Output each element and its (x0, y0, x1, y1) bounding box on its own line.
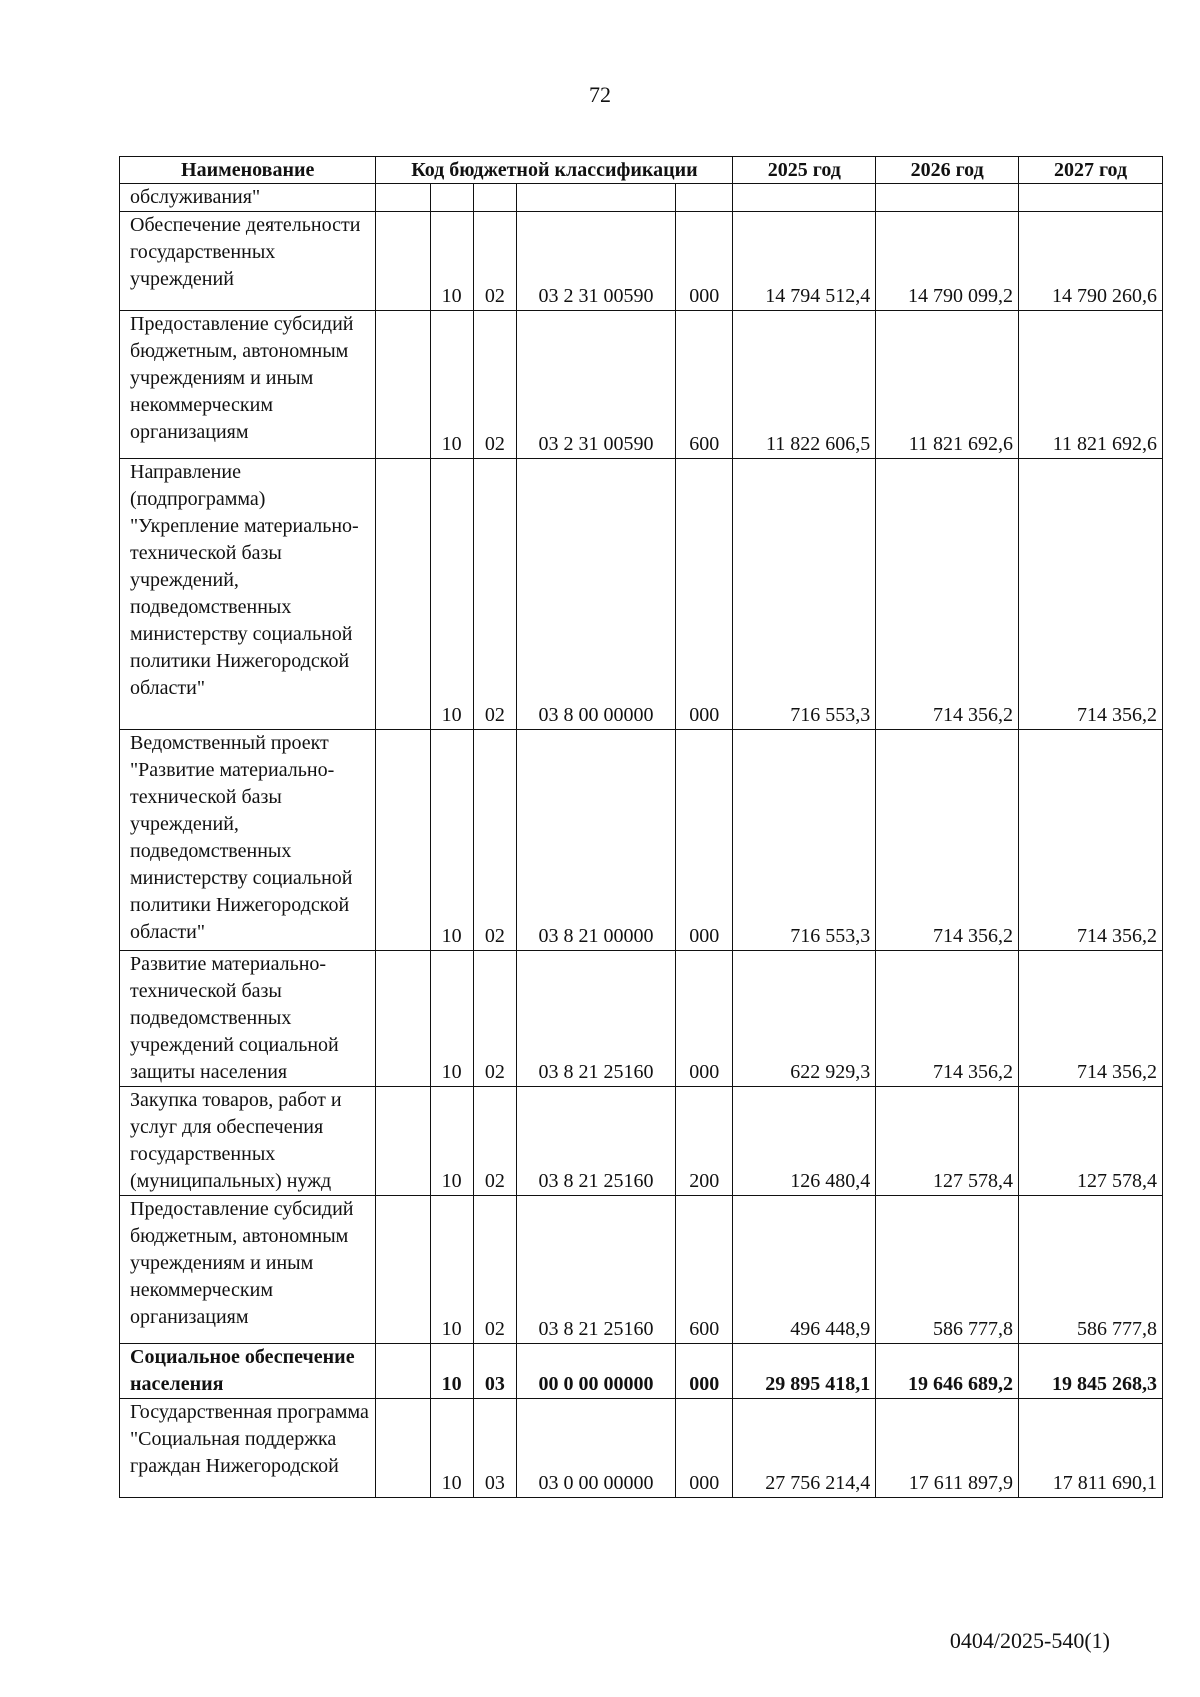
cell-empty (376, 1196, 430, 1344)
cell-2026: 714 356,2 (876, 459, 1019, 730)
cell-target-article (517, 184, 676, 212)
cell-section: 10 (430, 1087, 473, 1196)
table-row (120, 311, 1163, 459)
cell-2027: 714 356,2 (1019, 729, 1163, 951)
cell-2025: 11 822 606,5 (733, 311, 876, 459)
cell-2027: 714 356,2 (1019, 951, 1163, 1087)
cell-section: 10 (430, 1344, 473, 1399)
cell-expense-type: 000 (676, 951, 733, 1087)
header-2026: 2026 год (876, 157, 1019, 184)
cell-subsection: 03 (473, 1344, 516, 1399)
cell-target-article: 03 0 00 00000 (517, 1399, 676, 1498)
cell-2027: 127 578,4 (1019, 1087, 1163, 1196)
cell-name: Социальное обеспечение населения (120, 1344, 376, 1399)
cell-2026: 14 790 099,2 (876, 212, 1019, 311)
cell-2026: 714 356,2 (876, 729, 1019, 951)
cell-expense-type: 000 (676, 1344, 733, 1399)
cell-2026: 11 821 692,6 (876, 311, 1019, 459)
table-row (120, 729, 1163, 951)
cell-expense-type: 200 (676, 1087, 733, 1196)
cell-target-article: 03 2 31 00590 (517, 311, 676, 459)
cell-subsection: 02 (473, 311, 516, 459)
cell-name: Закупка товаров, работ и услуг для обеспечения государственных (муниципальных) нужд (120, 1087, 376, 1196)
cell-empty (376, 1344, 430, 1399)
cell-subsection: 02 (473, 212, 516, 311)
cell-empty (376, 951, 430, 1087)
cell-name: Ведомственный проект "Развитие материально-технической базы учреждений, подведомственных министерству социальной политики Нижегородской области" (120, 729, 376, 951)
cell-2027: 714 356,2 (1019, 459, 1163, 730)
cell-subsection: 02 (473, 951, 516, 1087)
table-row (120, 1399, 1163, 1498)
cell-empty (376, 1087, 430, 1196)
table-row (120, 951, 1163, 1087)
cell-section: 10 (430, 212, 473, 311)
cell-section: 10 (430, 1196, 473, 1344)
table-row (120, 1344, 1163, 1399)
cell-target-article: 03 8 21 25160 (517, 951, 676, 1087)
cell-2027: 14 790 260,6 (1019, 212, 1163, 311)
table-row (120, 212, 1163, 311)
cell-expense-type: 000 (676, 729, 733, 951)
cell-empty (376, 1399, 430, 1498)
cell-2026: 586 777,8 (876, 1196, 1019, 1344)
header-name: Наименование (120, 157, 376, 184)
cell-subsection (473, 184, 516, 212)
cell-target-article: 03 8 21 25160 (517, 1196, 676, 1344)
cell-target-article: 03 8 21 25160 (517, 1087, 676, 1196)
cell-name: обслуживания" (120, 184, 376, 212)
cell-expense-type: 000 (676, 459, 733, 730)
cell-2026: 127 578,4 (876, 1087, 1019, 1196)
cell-2025: 496 448,9 (733, 1196, 876, 1344)
cell-2025: 27 756 214,4 (733, 1399, 876, 1498)
cell-section (430, 184, 473, 212)
cell-expense-type: 600 (676, 1196, 733, 1344)
cell-2027: 586 777,8 (1019, 1196, 1163, 1344)
cell-expense-type (676, 184, 733, 212)
budget-table (119, 156, 1163, 1498)
cell-2026: 17 611 897,9 (876, 1399, 1019, 1498)
footer-document-code: 0404/2025-540(1) (949, 1628, 1110, 1653)
cell-name: Государственная программа "Социальная поддержка граждан Нижегородской (120, 1399, 376, 1498)
cell-section: 10 (430, 951, 473, 1087)
cell-name: Направление (подпрограмма) "Укрепление материально-технической базы учреждений, подведомственных министерству социальной политики Нижегородской области" (120, 459, 376, 730)
cell-2026 (876, 184, 1019, 212)
header-code: Код бюджетной классификации (376, 157, 733, 184)
cell-2025: 716 553,3 (733, 459, 876, 730)
table-row (120, 1196, 1163, 1344)
cell-subsection: 03 (473, 1399, 516, 1498)
cell-name: Обеспечение деятельности государственных учреждений (120, 212, 376, 311)
cell-expense-type: 000 (676, 212, 733, 311)
cell-empty (376, 311, 430, 459)
cell-name: Предоставление субсидий бюджетным, автономным учреждениям и иным некоммерческим организациям (120, 1196, 376, 1344)
cell-target-article: 03 2 31 00590 (517, 212, 676, 311)
cell-2025: 622 929,3 (733, 951, 876, 1087)
cell-2025: 126 480,4 (733, 1087, 876, 1196)
table-row (120, 459, 1163, 730)
cell-target-article: 03 8 21 00000 (517, 729, 676, 951)
table-row (120, 184, 1163, 212)
cell-2025: 14 794 512,4 (733, 212, 876, 311)
cell-2027: 19 845 268,3 (1019, 1344, 1163, 1399)
cell-2026: 19 646 689,2 (876, 1344, 1019, 1399)
cell-section: 10 (430, 1399, 473, 1498)
cell-2025 (733, 184, 876, 212)
cell-name: Развитие материально-технической базы подведомственных учреждений социальной защиты населения (120, 951, 376, 1087)
cell-target-article: 03 8 00 00000 (517, 459, 676, 730)
header-2027: 2027 год (1019, 157, 1163, 184)
cell-subsection: 02 (473, 1087, 516, 1196)
cell-2025: 29 895 418,1 (733, 1344, 876, 1399)
cell-name: Предоставление субсидий бюджетным, автономным учреждениям и иным некоммерческим организациям (120, 311, 376, 459)
cell-subsection: 02 (473, 1196, 516, 1344)
cell-2027: 11 821 692,6 (1019, 311, 1163, 459)
cell-expense-type: 600 (676, 311, 733, 459)
table-row (120, 1087, 1163, 1196)
cell-2025: 716 553,3 (733, 729, 876, 951)
cell-target-article: 00 0 00 00000 (517, 1344, 676, 1399)
cell-subsection: 02 (473, 729, 516, 951)
header-2025: 2025 год (733, 157, 876, 184)
cell-section: 10 (430, 459, 473, 730)
cell-2026: 714 356,2 (876, 951, 1019, 1087)
cell-empty (376, 459, 430, 730)
cell-2027: 17 811 690,1 (1019, 1399, 1163, 1498)
cell-empty (376, 184, 430, 212)
cell-empty (376, 212, 430, 311)
cell-subsection: 02 (473, 459, 516, 730)
cell-section: 10 (430, 311, 473, 459)
cell-section: 10 (430, 729, 473, 951)
page-number: 72 (589, 82, 611, 107)
cell-expense-type: 000 (676, 1399, 733, 1498)
table-header-row (120, 157, 1163, 184)
cell-empty (376, 729, 430, 951)
cell-2027 (1019, 184, 1163, 212)
table-body (120, 184, 1163, 1498)
